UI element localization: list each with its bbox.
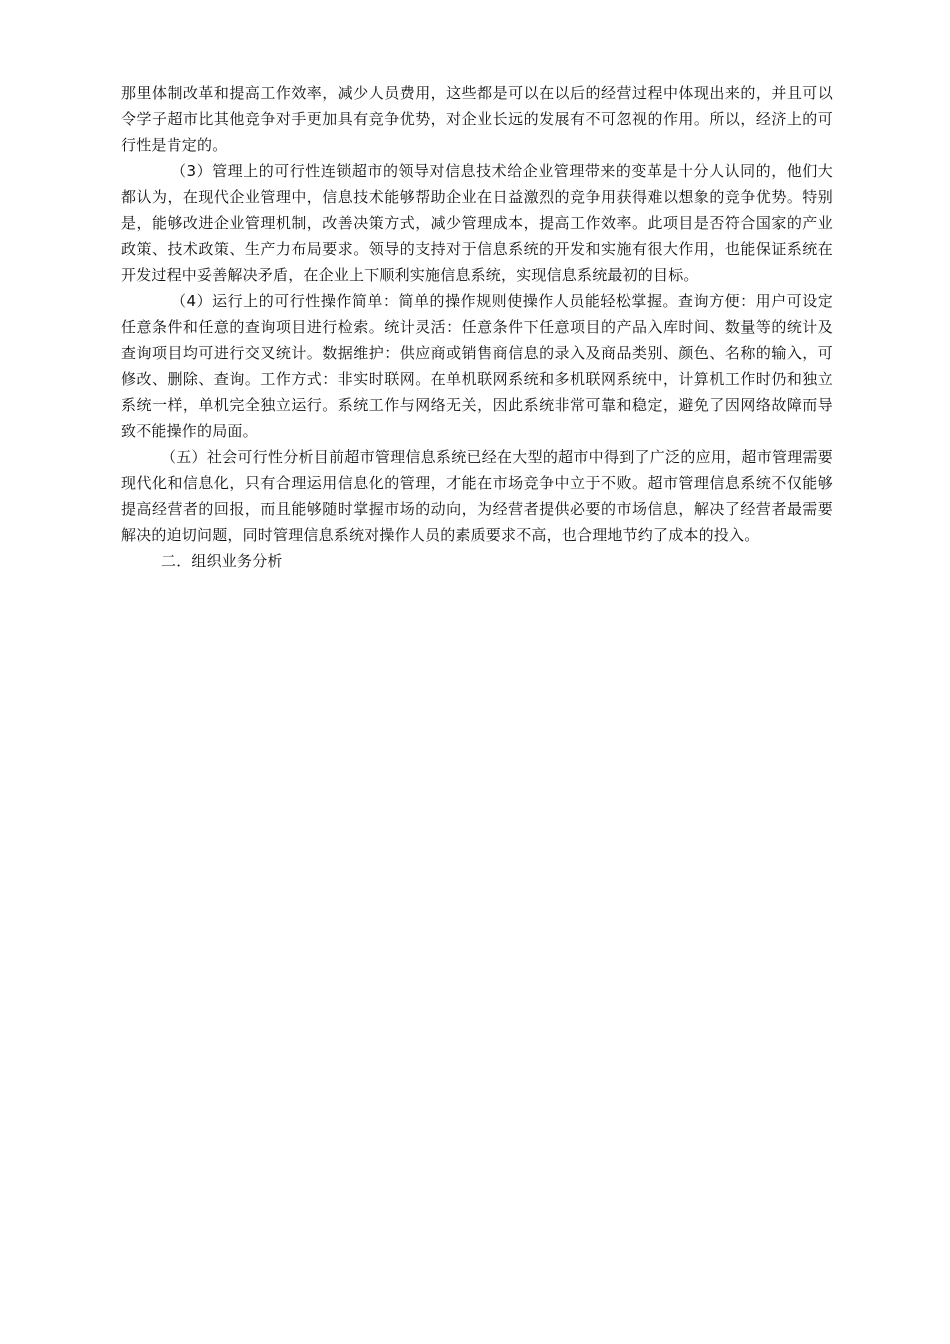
paragraph-management-feasibility: （3）管理上的可行性连锁超市的领导对信息技术给企业管理带来的变革是十分人认同的，他们大都认为，在现代企业管理中，信息技术能够帮助企业在日益激烈的竞争用获得难以想象的竞争优势。特别是，能够改进企业管理机制，改善决策方式，减少管理成本，提高工作效率。此项目是否符合国家的产业政策、技术政策、生产力布局要求。领导的支持对于信息系统的开发和实施有很大作用，也能保证系统在开发过程中妥善解决矛盾，在企业上下顺利实施信息系统，实现信息系统最初的目标。 <box>121 162 833 284</box>
document-body <box>121 80 833 574</box>
paragraph-economic-conclusion: 那里体制改革和提高工作效率，减少人员费用，这些都是可以在以后的经营过程中体现出来的，并且可以令学子超市比其他竞争对手更加具有竞争优势，对企业长远的发展有不可忽视的作用。所以，经济上的可行性是肯定的。 <box>121 84 833 154</box>
paragraph-operation-feasibility: （4）运行上的可行性操作简单：简单的操作规则使操作人员能轻松掌握。查询方便：用户可设定任意条件和任意的查询项目进行检索。统计灵活：任意条件下任意项目的产品入库时间、数量等的统计及查询项目均可进行交叉统计。数据维护：供应商或销售商信息的录入及商品类别、颜色、名称的输入，可修改、删除、查询。工作方式：非实时联网。在单机联网系统和多机联网系统中，计算机工作时仍和独立系统一样，单机完全独立运行。系统工作与网络无关，因此系统非常可靠和稳定，避免了因网络故障而导致不能操作的局面。 <box>121 292 833 440</box>
section-heading: 二．组织业务分析 <box>161 552 283 570</box>
paragraph-social-feasibility: （五）社会可行性分析目前超市管理信息系统已经在大型的超市中得到了广泛的应用，超市管理需要现代化和信息化，只有合理运用信息化的管理，才能在市场竞争中立于不败。超市管理信息系统不仅能够提高经营者的回报，而且能够随时掌握市场的动向，为经营者提供必要的市场信息，解决了经营者最需要解决的迫切问题，同时管理信息系统对操作人员的素质要求不高，也合理地节约了成本的投入。 <box>121 448 833 544</box>
